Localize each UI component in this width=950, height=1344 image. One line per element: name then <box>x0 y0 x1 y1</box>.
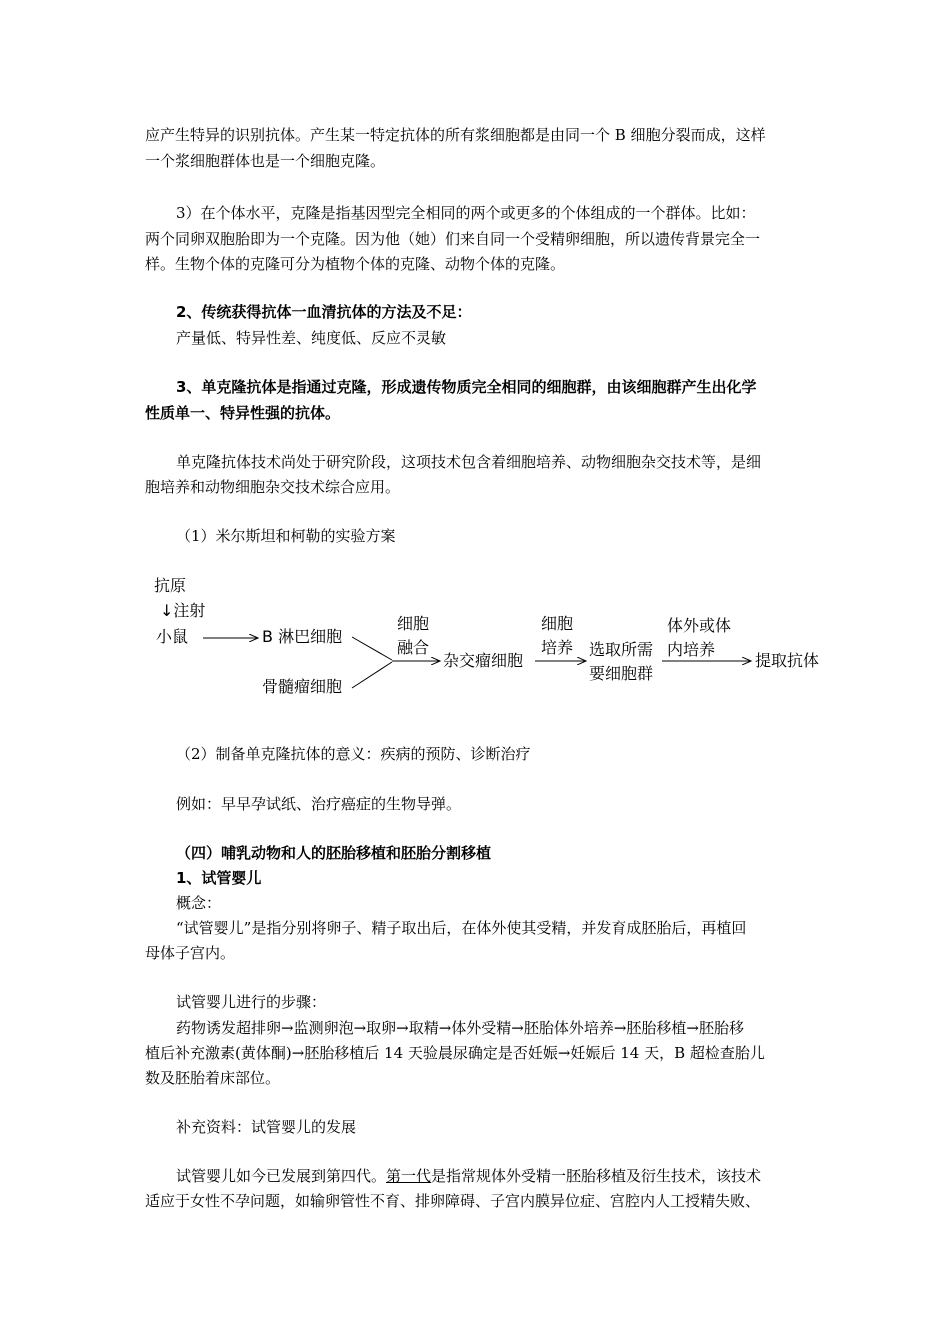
label-cell-fusion-2: 融合 <box>397 638 430 657</box>
line-myeloma-to-fusion <box>352 662 392 688</box>
section-heading: 性质单一、特异性强的抗体。 <box>145 404 341 422</box>
node-hybridoma: 杂交瘤细胞 <box>443 651 524 670</box>
line-bcell-to-fusion <box>352 637 392 660</box>
node-antigen: 抗原 <box>154 576 187 595</box>
paragraph-line: 适应于女性不孕问题，如输卵管性不育、排卵障碍、子宫内膜异位症、宫腔内人工授精失败、 <box>145 1192 761 1210</box>
label-culture-1: 体外或体 <box>667 616 732 635</box>
paragraph-line: 两个同卵双胞胎即为一个克隆。因为他（她）们来自同一个受精卵细胞，所以遗传背景完全一 <box>145 230 761 248</box>
paragraph-line: 例如：早早孕试纸、治疗癌症的生物导弹。 <box>176 795 462 813</box>
node-select-cells-1: 选取所需 <box>589 640 654 659</box>
paragraph-line: 产量低、特异性差、纯度低、反应不灵敏 <box>176 329 447 347</box>
paragraph-line: “试管婴儿”是指分别将卵子、精子取出后，在体外使其受精，并发育成胚胎后，再植回 <box>176 919 747 937</box>
paragraph-line: 概念： <box>176 894 222 912</box>
label-culture-2: 内培养 <box>667 640 716 659</box>
paragraph-line: 应产生特异的识别抗体。产生某一特定抗体的所有浆细胞都是由同一个 B 细胞分裂而成，这样 <box>145 126 766 144</box>
paragraph-line: 样。生物个体的克隆可分为植物个体的克隆、动物个体的克隆。 <box>145 255 566 273</box>
label-cell-fusion-1: 细胞 <box>397 614 430 633</box>
label-cell-culture-1: 细胞 <box>541 614 574 633</box>
paragraph-line: 3）在个体水平，克隆是指基因型完全相同的两个或更多的个体组成的一个群体。比如： <box>176 204 756 222</box>
section-heading: 3、单克隆抗体是指通过克隆，形成遗传物质完全相同的细胞群，由该细胞群产生出化学 <box>176 378 757 396</box>
label-injection: ↓注射 <box>160 601 206 620</box>
node-b-lymphocyte: B 淋巴细胞 <box>262 627 343 646</box>
paragraph-line <box>176 1166 761 1186</box>
underlined-term: 第一代 <box>386 1167 432 1185</box>
node-mouse: 小鼠 <box>156 627 189 646</box>
node-select-cells-2: 要细胞群 <box>589 664 654 683</box>
paragraph-line: （2）制备单克隆抗体的意义：疾病的预防、诊断治疗 <box>176 745 531 763</box>
paragraph-line: 植后补充激素(黄体酮)→胚胎移植后 14 天验晨尿确定是否妊娠→妊娠后 14 天，B 超检查胎儿 <box>145 1044 765 1062</box>
node-extract-antibody: 提取抗体 <box>755 651 820 670</box>
paragraph-line: 一个浆细胞群体也是一个细胞克隆。 <box>145 152 386 170</box>
paragraph-line: （1）米尔斯坦和柯勒的实验方案 <box>176 527 396 545</box>
paragraph-line: 胞培养和动物细胞杂交技术综合应用。 <box>145 478 401 496</box>
section-heading: 2、传统获得抗体一血清抗体的方法及不足： <box>176 303 472 321</box>
paragraph-line: 数及胚胎着床部位。 <box>145 1069 281 1087</box>
node-myeloma: 骨髓瘤细胞 <box>262 677 343 696</box>
text-run: 试管婴儿如今已发展到第四代。 <box>176 1167 387 1185</box>
paragraph-line: 母体子宫内。 <box>145 944 236 962</box>
paragraph-line: 单克隆抗体技术尚处于研究阶段，这项技术包含着细胞培养、动物细胞杂交技术等，是细 <box>176 453 762 471</box>
paragraph-line: 药物诱发超排卵→监测卵泡→取卵→取精→体外受精→胚胎体外培养→胚胎移植→胚胎移 <box>176 1019 744 1037</box>
section-heading: （四）哺乳动物和人的胚胎移植和胚胎分割移植 <box>176 844 492 862</box>
label-cell-culture-2: 培养 <box>541 638 574 657</box>
section-heading: 1、试管婴儿 <box>176 869 262 887</box>
text-run: 是指常规体外受精一胚胎移植及衍生技术，该技术 <box>431 1167 762 1185</box>
paragraph-line: 试管婴儿进行的步骤： <box>176 993 327 1011</box>
paragraph-line: 补充资料：试管婴儿的发展 <box>176 1118 357 1136</box>
